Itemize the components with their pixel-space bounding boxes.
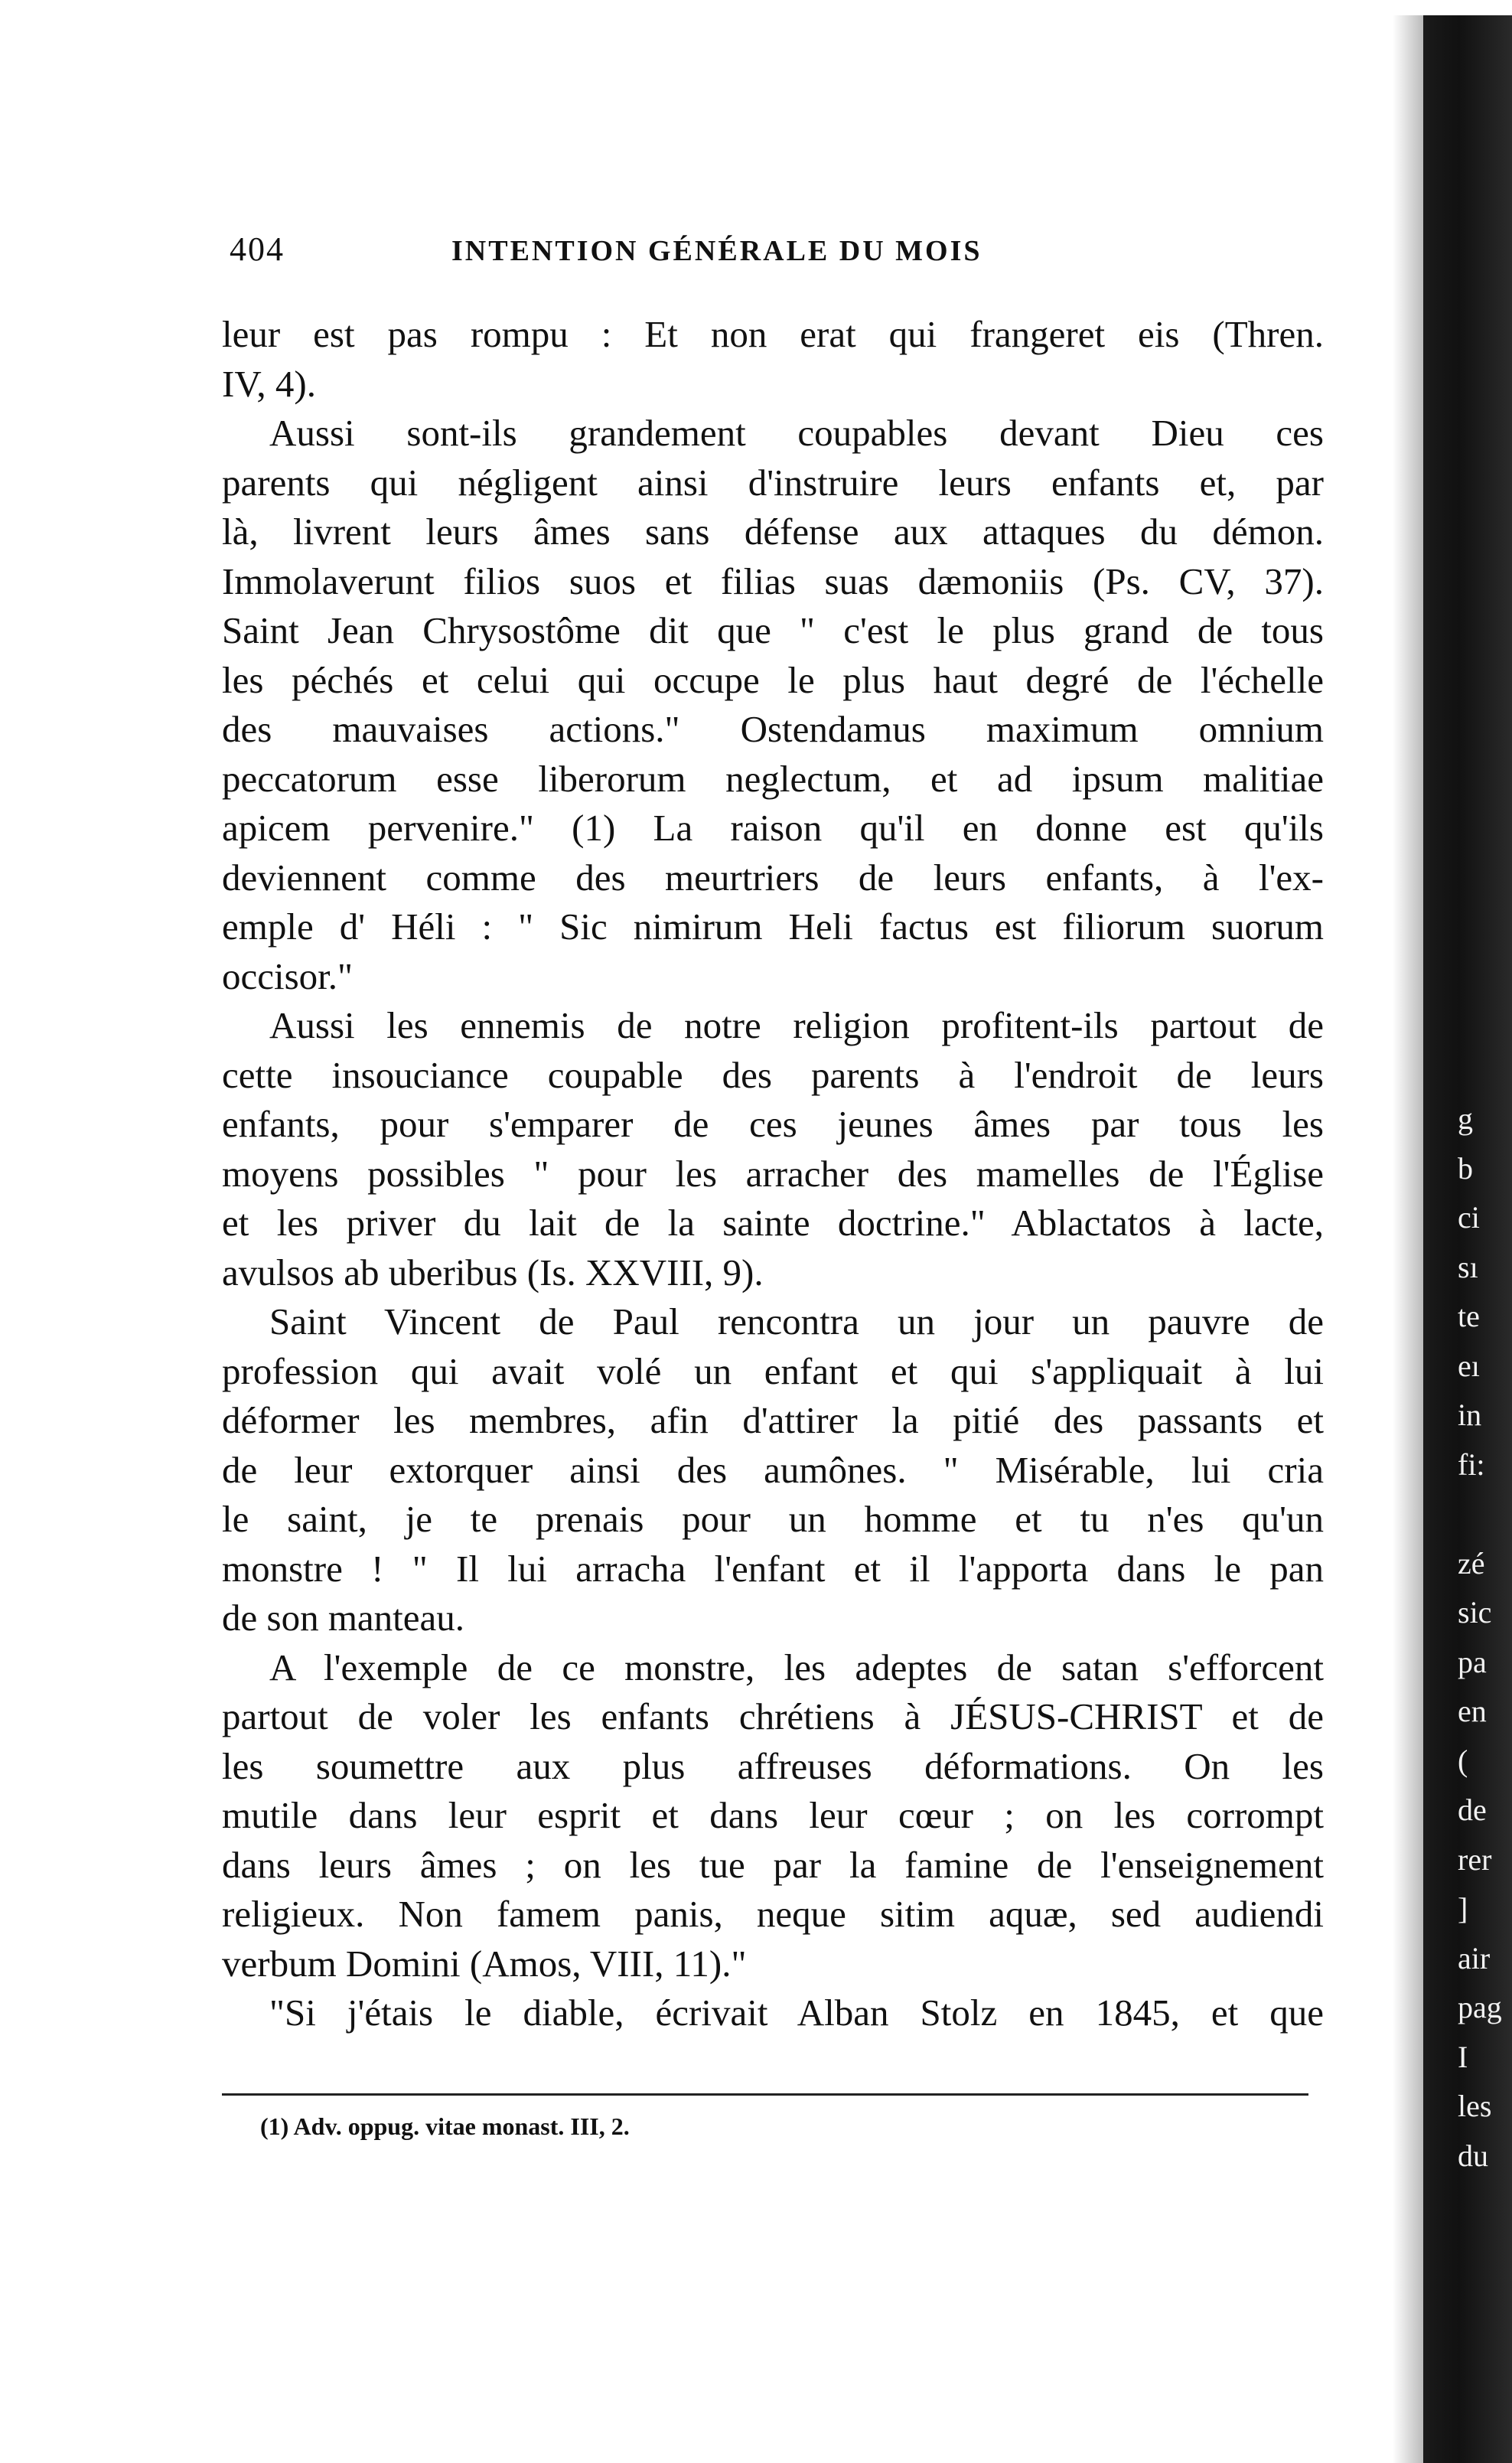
text-line: parents qui négligent ainsi d'instruire leurs enfants et, par [222,461,1324,504]
text-line: les soumettre aux plus affreuses déformations. On les [222,1744,1324,1787]
facing-page-fragment: te [1458,1299,1480,1333]
text-line: religieux. Non famem panis, neque sitim aquæ, sed audiendi [222,1893,1324,1935]
facing-page-fragment: air [1458,1940,1491,1975]
facing-page-fragment: fi: [1458,1447,1485,1482]
text-line: "Si j'étais le diable, écrivait Alban Stolz en 1845, et que [269,1992,1324,2034]
text-line: et les priver du lait de la sainte doctrine." Ablactatos à lacte, [222,1202,1324,1244]
facing-page-fragment: pag [1458,1990,1502,2024]
facing-page-fragment: sı [1458,1249,1478,1284]
text-line: leur est pas rompu : Et non erat qui frangeret eis (Thren. [222,313,1324,355]
text-line: profession qui avait volé un enfant et qui s'appliquait à lui [222,1349,1324,1392]
text-line: Saint Vincent de Paul rencontra un jour un pauvre de [269,1300,1324,1342]
text-line: Saint Jean Chrysostôme dit que " c'est le plus grand de tous [222,609,1324,651]
text-line: enfants, pour s'emparer de ces jeunes âmes par tous les [222,1103,1324,1145]
text-line: partout de voler les enfants chrétiens à JÉSUS-CHRIST et de [222,1695,1324,1737]
text-line: le saint, je te prenais pour un homme et tu n'es qu'un [222,1498,1324,1540]
facing-page-fragment: de [1458,1793,1487,1827]
facing-page-fragment: du [1458,2138,1488,2173]
facing-page-fragment: eı [1458,1348,1480,1383]
facing-page-fragment: rer [1458,1842,1492,1877]
facing-page-fragment: ci [1458,1200,1480,1235]
text-line: Immolaverunt filios suos et filias suas dæmoniis (Ps. CV, 37). [222,559,1324,602]
text-line: Aussi sont-ils grandement coupables devant Dieu ces [269,412,1324,454]
text-line: emple d' Héli : " Sic nimirum Heli factus est filiorum suorum [222,905,1324,948]
running-title: INTENTION GÉNÉRALE DU MOIS [451,235,982,267]
facing-page-fragments [1458,1094,1511,2181]
text-line: occisor." [222,954,354,997]
facing-page-fragment: en [1458,1694,1487,1728]
page-header [230,230,1316,291]
text-line: apicem pervenire." (1) La raison qu'il en donne est qu'ils [222,807,1324,849]
text-line: de leur extorquer ainsi des aumônes. " Misérable, lui cria [222,1448,1324,1491]
text-line: moyens possibles " pour les arracher des mamelles de l'Église [222,1152,1324,1195]
text-line: dans leurs âmes ; on les tue par la famine de l'enseignement [222,1843,1324,1886]
text-line: A l'exemple de ce monstre, les adeptes de satan s'efforcent [269,1646,1324,1688]
facing-page-fragment [1458,1489,1511,1539]
text-line: cette insouciance coupable des parents à l'endroit de leurs [222,1053,1324,1096]
text-line: là, livrent leurs âmes sans défense aux attaques du démon. [222,511,1324,553]
facing-page-fragment: b [1458,1150,1473,1186]
facing-page-fragment: ( [1458,1743,1468,1778]
text-line: déformer les membres, afin d'attirer la pitié des passants et [222,1399,1324,1441]
text-line: avulsos ab uberibus (Is. XXVIII, 9). [222,1251,764,1293]
footnote: (1) Adv. oppug. vitae monast. III, 2. [260,2112,630,2140]
facing-page-fragment: g [1458,1101,1473,1136]
facing-page-fragment: sic [1458,1595,1492,1629]
text-line: mutile dans leur esprit et dans leur cœur ; on les corrompt [222,1794,1324,1836]
page-number: 404 [230,230,285,268]
text-line: verbum Domini (Amos, VIII, 11)." [222,1942,747,1985]
gutter-shadow [1393,15,1423,2463]
text-line: monstre ! " Il lui arracha l'enfant et il l'apporta dans le pan [222,1547,1324,1590]
body-text [222,310,1324,2038]
text-line: des mauvaises actions." Ostendamus maximum omnium [222,708,1324,750]
facing-page-fragment: pa [1458,1644,1487,1679]
text-line: Aussi les ennemis de notre religion profitent-ils partout de [269,1004,1324,1046]
facing-page-fragment: les [1458,2089,1492,2123]
text-line: deviennent comme des meurtriers de leurs enfants, à l'ex- [222,856,1324,899]
facing-page-fragment: zé [1458,1545,1485,1581]
facing-page-fragment: ] [1458,1891,1468,1926]
text-line: les péchés et celui qui occupe le plus haut degré de l'échelle [222,658,1324,701]
text-line: de son manteau. [222,1597,465,1639]
facing-page-fragment: in [1458,1398,1482,1432]
facing-page-fragment: I [1458,2039,1468,2074]
text-line: peccatorum esse liberorum neglectum, et ad ipsum malitiae [222,757,1324,800]
footnote-rule [222,2093,1308,2096]
text-line: IV, 4). [222,362,316,405]
